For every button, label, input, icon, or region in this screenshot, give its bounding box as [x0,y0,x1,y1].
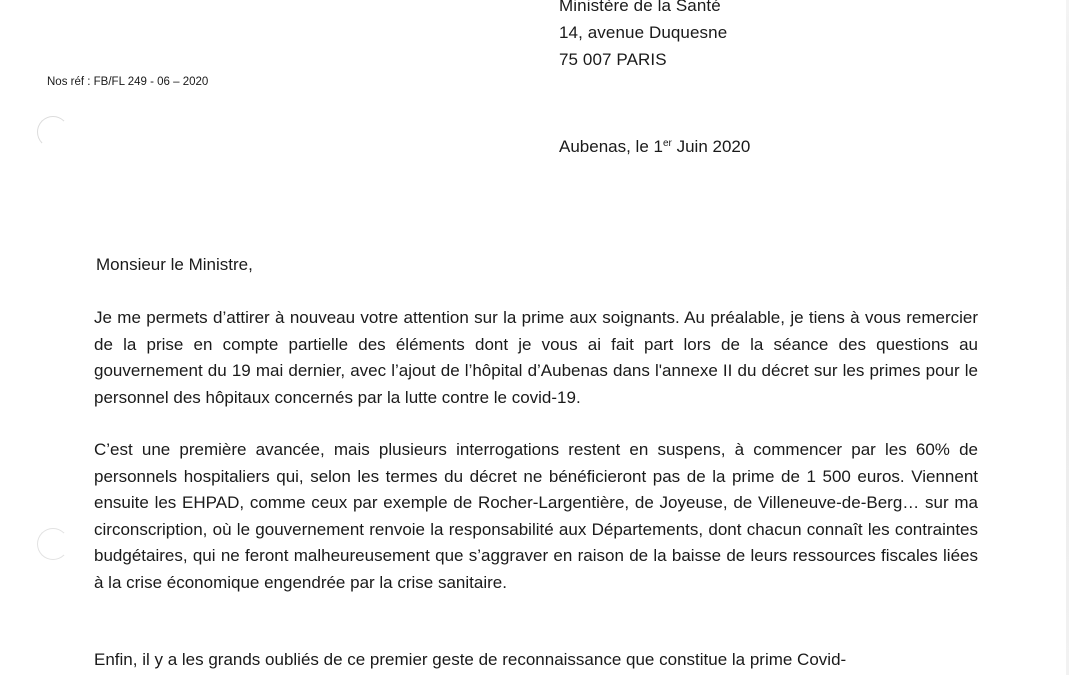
letter-date [559,137,750,157]
recipient-line-street: 14, avenue Duquesne [559,23,728,42]
punch-hole-mark [37,116,69,148]
scan-edge [1066,0,1069,675]
recipient-line-ministry: Ministère de la Santé [559,0,721,15]
paragraph-2: C’est une première avancée, mais plusieurs interrogations restent en suspens, à commencer par les 60% de personnels hospitaliers qui, selon les termes du décret ne bénéficieront pas de la prime de 1 500 euros. Viennent ensuite les EHPAD, comme ceux par exemple de Rocher-Largentière, de Joyeuse, de Villeneuve-de-Berg… sur ma circonscription, où le gouvernement renvoie la responsabilité aux Départements, dont chacun connaît les contraintes budgétaires, qui ne feront malheureusement que s’aggraver en raison de la baisse de leurs ressources fiscales liées à la crise économique engendrée par la crise sanitaire. [94,440,978,592]
paragraph-3: Enfin, il y a les grands oubliés de ce premier geste de reconnaissance que constitue la prime Covid- [94,650,847,669]
salutation: Monsieur le Ministre, [96,255,253,274]
paragraph-1: Je me permets d’attirer à nouveau votre attention sur la prime aux soignants. Au préalable, je tiens à vous remercier de la prise en compte partielle des éléments dont je vous ai fait part lors de la séance des questions au gouvernement du 19 mai dernier, avec l’ajout de l’hôpital d’Aubenas dans l'annexe II du décret sur les primes pour le personnel des hôpitaux concernés par la lutte contre le covid-19. [94,308,978,407]
date-superscript: er [662,138,672,149]
date-suffix: Juin 2020 [671,137,751,156]
date-prefix: Aubenas, le 1 [559,137,663,156]
punch-hole-mark [37,528,69,560]
recipient-line-city: 75 007 PARIS [559,50,667,69]
reference-number: Nos réf : FB/FL 249 - 06 – 2020 [47,76,209,88]
